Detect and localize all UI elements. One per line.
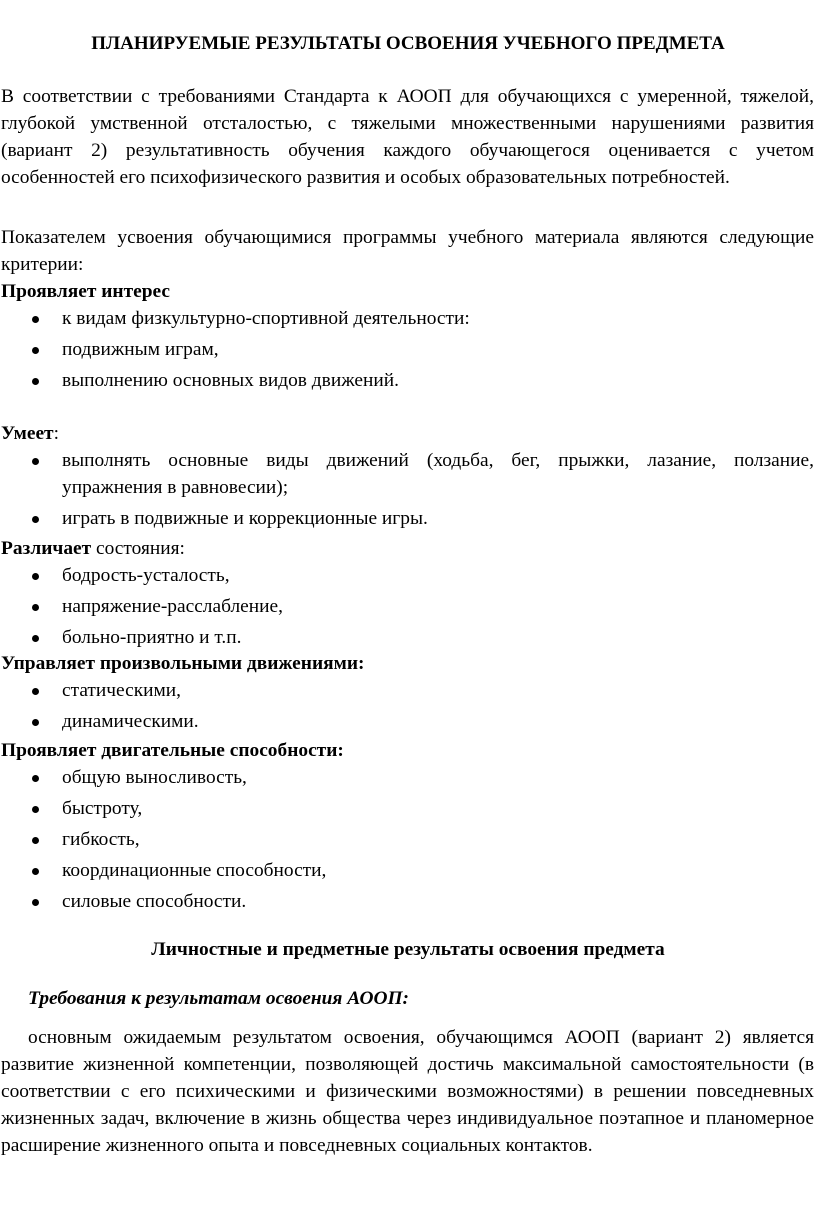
section-distinguishes <box>1 535 814 655</box>
bullet-icon <box>32 378 39 385</box>
list-item-text: быстроту, <box>62 798 143 819</box>
list-item-text: подвижным играм, <box>62 339 219 360</box>
bullet-icon <box>32 719 39 726</box>
section-heading-rest: : <box>53 423 59 444</box>
list-item-text: динамическими. <box>62 711 199 732</box>
list-item <box>1 826 814 853</box>
list-item-text: напряжение-расслабление, <box>62 596 283 617</box>
section-heading <box>1 737 814 764</box>
bullet-list <box>1 562 814 651</box>
list-item-text: больно-приятно и т.п. <box>62 627 242 648</box>
bullet-list <box>1 447 814 532</box>
final-paragraph: основным ожидаемым результатом освоения, обучающимся АООП (вариант 2) является развитие жизненной компетенции, позволяющей достичь максимальной самостоятельности (в соответствии с его психическими и физическими возможностями) в решении повседневных жизненных задач, включение в жизнь общества через индивидуальное поэтапное и планомерное расширение жизненного опыта и повседневных социальных контактов. <box>1 1027 814 1156</box>
list-item-text: выполнять основные виды движений (ходьба, бег, прыжки, лазание, ползание, упражнения в равновесии); <box>62 450 814 498</box>
list-item <box>1 708 814 735</box>
bullet-icon <box>32 347 39 354</box>
section-interest <box>1 278 814 398</box>
bullet-icon <box>32 316 39 323</box>
section-voluntary-movements <box>1 650 814 739</box>
bullet-icon <box>32 837 39 844</box>
criteria-paragraph: Показателем усвоения обучающимися программы учебного материала являются следующие критерии: <box>1 227 814 275</box>
list-item <box>1 624 814 651</box>
list-item <box>1 677 814 704</box>
page-title: ПЛАНИРУЕМЫЕ РЕЗУЛЬТАТЫ ОСВОЕНИЯ УЧЕБНОГО ПРЕДМЕТА <box>91 33 725 54</box>
section-heading <box>1 278 814 305</box>
bullet-icon <box>32 635 39 642</box>
bullet-icon <box>32 688 39 695</box>
bullet-list <box>1 677 814 735</box>
bullet-icon <box>32 868 39 875</box>
bullet-icon <box>32 458 39 465</box>
section-heading-rest: состояния: <box>91 538 185 559</box>
list-item <box>1 764 814 791</box>
list-item <box>1 447 814 501</box>
section-heading-bold: Управляет произвольными движениями: <box>1 653 365 674</box>
list-item <box>1 888 814 915</box>
list-item <box>1 857 814 884</box>
section-heading <box>1 420 814 447</box>
list-item-text: гибкость, <box>62 829 140 850</box>
list-item-text: выполнению основных видов движений. <box>62 370 399 391</box>
list-item <box>1 562 814 589</box>
list-item <box>1 305 814 332</box>
section-motor-abilities <box>1 737 814 919</box>
list-item <box>1 795 814 822</box>
section-heading <box>1 650 814 677</box>
list-item <box>1 505 814 532</box>
list-item <box>1 593 814 620</box>
list-item-text: общую выносливость, <box>62 767 247 788</box>
list-item <box>1 367 814 394</box>
subheading: Личностные и предметные результаты освоения предмета <box>151 939 665 960</box>
section-skills <box>1 420 814 536</box>
bullet-icon <box>32 806 39 813</box>
list-item <box>1 336 814 363</box>
list-item-text: к видам физкультурно-спортивной деятельности: <box>62 308 470 329</box>
section-heading-bold: Проявляет двигательные способности: <box>1 740 344 761</box>
list-item-text: статическими, <box>62 680 182 701</box>
bullet-list <box>1 305 814 394</box>
list-item-text: играть в подвижные и коррекционные игры. <box>62 508 428 529</box>
bullet-icon <box>32 516 39 523</box>
section-heading-bold: Проявляет интерес <box>1 281 170 302</box>
bullet-icon <box>32 604 39 611</box>
requirements-heading: Требования к результатам освоения АООП: <box>28 988 410 1009</box>
list-item-text: силовые способности. <box>62 891 247 912</box>
bullet-icon <box>32 899 39 906</box>
intro-paragraph: В соответствии с требованиями Стандарта к АООП для обучающихся с умеренной, тяжелой, глубокой умственной отсталостью, с тяжелыми множественными нарушениями развития (вариант 2) результативность обучения каждого обучающегося оценивается с учетом особенностей его психофизического развития и особых образовательных потребностей. <box>1 86 814 188</box>
bullet-icon <box>32 775 39 782</box>
bullet-list <box>1 764 814 915</box>
section-heading-bold: Различает <box>1 538 92 559</box>
section-heading <box>1 535 814 562</box>
list-item-text: бодрость-усталость, <box>62 565 230 586</box>
bullet-icon <box>32 573 39 580</box>
list-item-text: координационные способности, <box>62 860 327 881</box>
section-heading-bold: Умеет <box>1 423 54 444</box>
